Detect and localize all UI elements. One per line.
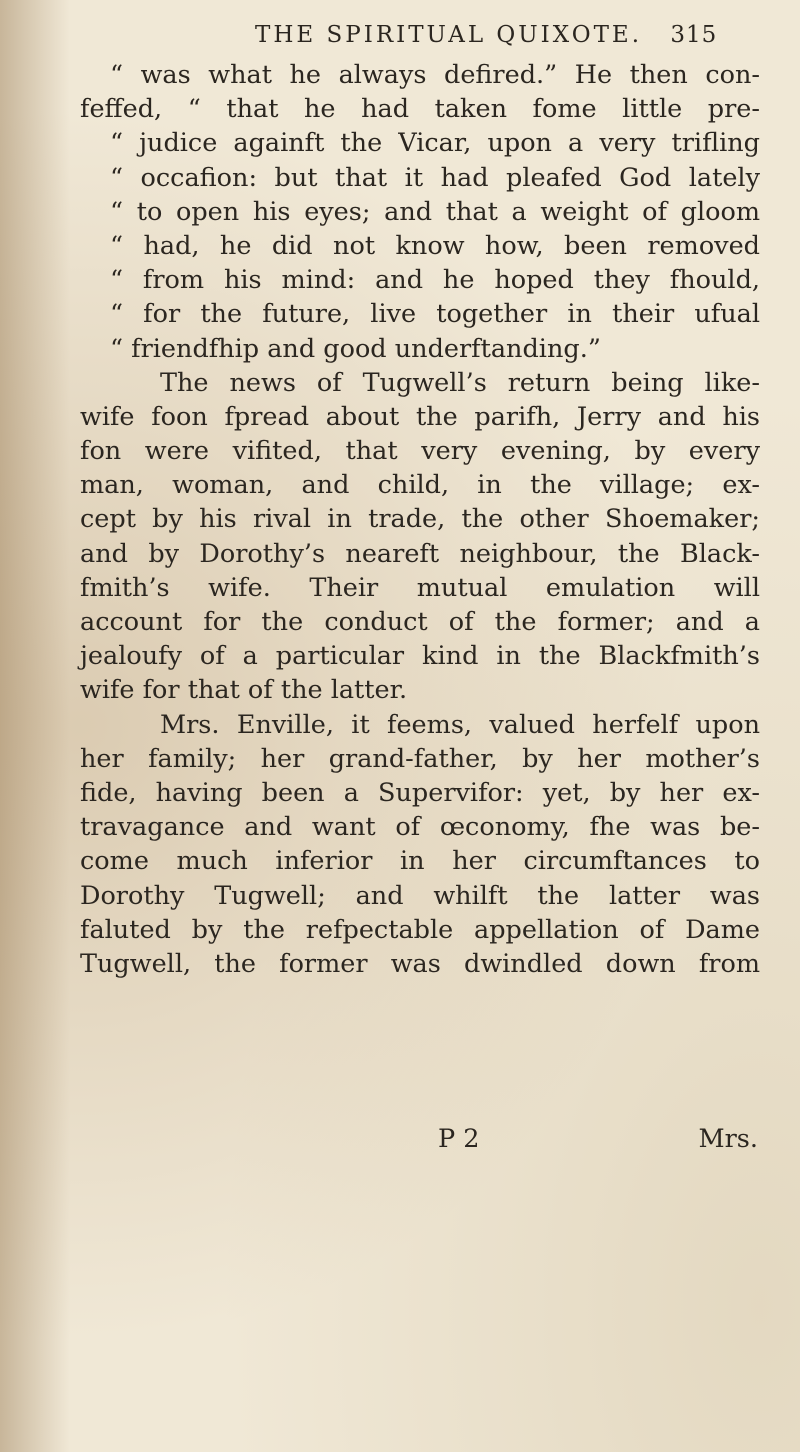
running-header xyxy=(255,22,717,48)
text-line: “ to open his eyes; and that a weight of gloom xyxy=(110,196,760,227)
catchword: Mrs. xyxy=(698,1124,758,1154)
text-line: man, woman, and child, in the village; ex- xyxy=(80,470,760,501)
text-line: Tugwell, the former was dwindled down from xyxy=(80,948,760,979)
page-edge-stain xyxy=(0,0,70,1452)
text-line: and by Dorothy’s neareft neighbour, the Black- xyxy=(80,538,760,569)
text-line: fmith’s wife. Their mutual emulation will xyxy=(80,572,760,603)
text-line: The news of Tugwell’s return being like- xyxy=(160,367,760,398)
text-line: “ had, he did not know how, been removed xyxy=(110,230,760,261)
text-line: Mrs. Enville, it feems, valued herfelf upon xyxy=(160,709,760,740)
text-line: come much inferior in her circumftances to xyxy=(80,846,760,877)
text-line: “ for the future, live together in their ufual xyxy=(110,299,760,330)
text-line: “ occafion: but that it had pleafed God lately xyxy=(110,162,760,193)
text-line: feffed, “ that he had taken fome little pre- xyxy=(80,94,760,125)
text-line: travagance and want of œconomy, fhe was be- xyxy=(80,812,760,843)
text-line: her family; her grand-father, by her mother’s xyxy=(80,743,760,774)
text-line: wife foon fpread about the parifh, Jerry and his xyxy=(80,401,760,432)
signature-mark: P 2 xyxy=(438,1124,480,1154)
text-line: fide, having been a Supervifor: yet, by her ex- xyxy=(80,777,760,808)
text-line: wife for that of the latter. xyxy=(80,675,408,706)
text-line: account for the conduct of the former; and a xyxy=(80,607,760,637)
text-line: fon were vifited, that very evening, by every xyxy=(80,436,760,467)
text-line: Dorothy Tugwell; and whilft the latter was xyxy=(80,880,760,911)
running-title: THE SPIRITUAL QUIXOTE. xyxy=(255,22,643,48)
body-text xyxy=(80,58,760,981)
text-line: “ from his mind: and he hoped they fhould, xyxy=(110,265,760,296)
text-line: faluted by the refpectable appellation of Dame xyxy=(80,914,760,945)
text-line: “ judice againft the Vicar, upon a very trifling xyxy=(110,128,760,159)
text-line: jealoufy of a particular kind in the Blackfmith’s xyxy=(80,641,760,672)
text-line: “ friendfhip and good underftanding.” xyxy=(110,333,601,364)
page-number: 315 xyxy=(670,22,718,48)
text-line: cept by his rival in trade, the other Shoemaker; xyxy=(80,504,760,535)
text-line: “ was what he always defired.” He then con- xyxy=(110,60,760,90)
